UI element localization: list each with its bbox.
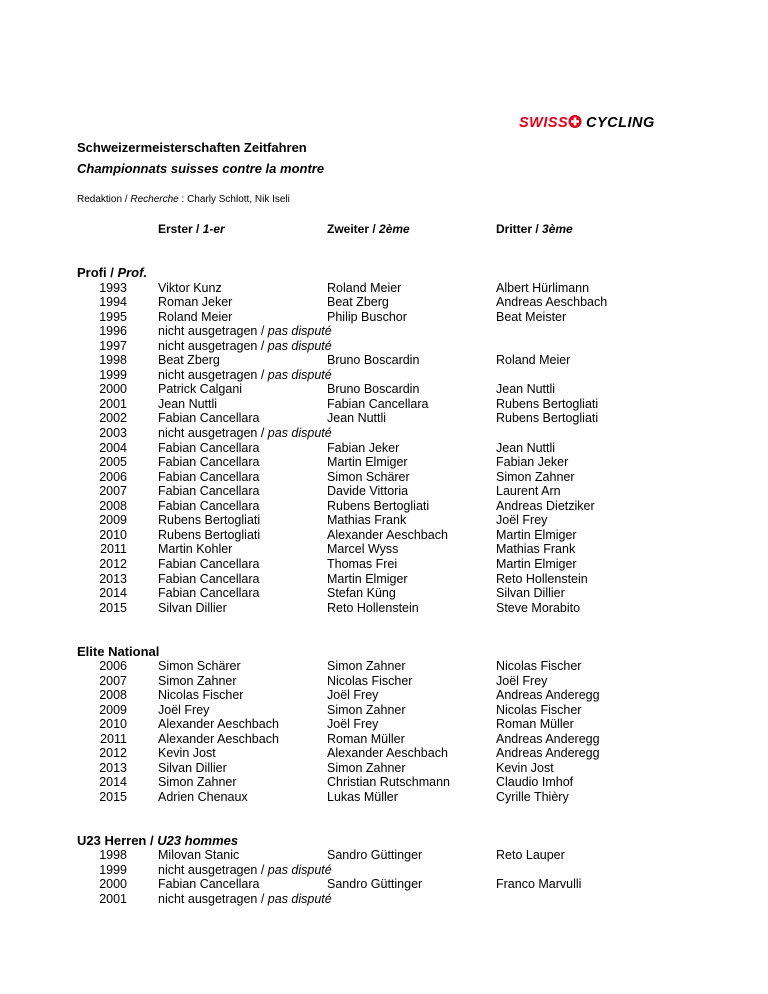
header-third (496, 222, 573, 236)
table-row (0, 601, 768, 616)
first-place-cell: Fabian Cancellara (158, 440, 260, 455)
table-row (0, 572, 768, 587)
table-row (0, 455, 768, 470)
not-held-de: nicht ausgetragen / (158, 862, 268, 877)
not-held-fr: pas disputé (267, 324, 332, 339)
header-first-fr: 1-er (202, 222, 225, 236)
year-cell: 1994 (99, 295, 127, 310)
svg-text:CYCLING: CYCLING (586, 115, 655, 131)
third-place-cell: Laurent Arn (496, 484, 561, 499)
year-cell: 1999 (99, 862, 127, 877)
section-title-profi (77, 265, 147, 280)
year-cell: 1998 (99, 353, 127, 368)
not-held-fr: pas disputé (267, 891, 332, 906)
first-place-cell: Simon Zahner (158, 673, 237, 688)
table-row (0, 717, 768, 732)
year-cell: 2001 (99, 891, 127, 906)
first-place-cell: Fabian Cancellara (158, 484, 260, 499)
third-place-cell: Reto Hollenstein (496, 571, 588, 586)
section-title-elite-de: Elite National (77, 644, 160, 659)
year-cell: 2013 (99, 571, 127, 586)
second-place-cell: Stefan Küng (327, 586, 396, 601)
first-place-cell: Fabian Cancellara (158, 411, 260, 426)
second-place-cell: Alexander Aeschbach (327, 746, 448, 761)
second-place-cell: Beat Zberg (327, 295, 389, 310)
second-place-cell: Nicolas Fischer (327, 673, 413, 688)
first-place-cell: Adrien Chenaux (158, 789, 248, 804)
third-place-cell: Beat Meister (496, 309, 567, 324)
table-row (0, 775, 768, 790)
third-place-cell: Cyrille Thièry (496, 789, 569, 804)
year-cell: 2003 (99, 426, 127, 440)
table-row (0, 426, 768, 441)
third-place-cell: Roland Meier (496, 353, 571, 368)
table-row (0, 659, 768, 674)
table-row (0, 484, 768, 499)
table-row (0, 761, 768, 776)
not-held-fr: pas disputé (267, 426, 332, 440)
second-place-cell: Joël Frey (327, 717, 379, 732)
not-held-fr: pas disputé (267, 367, 332, 382)
table-row (0, 513, 768, 528)
first-place-cell: Simon Schärer (158, 659, 241, 673)
third-place-cell: Andreas Dietziker (496, 498, 595, 513)
first-place-cell: Kevin Jost (158, 746, 216, 761)
table-row (0, 499, 768, 514)
second-place-cell: Bruno Boscardin (327, 353, 420, 368)
not-held-de: nicht ausgetragen / (158, 891, 268, 906)
second-place-cell: Simon Schärer (327, 469, 410, 484)
third-place-cell: Mathias Frank (496, 542, 576, 557)
not-held-cell (158, 339, 332, 354)
first-place-cell: Alexander Aeschbach (158, 731, 279, 746)
swiss-cycling-logo (519, 112, 659, 132)
third-place-cell: Franco Marvulli (496, 877, 582, 892)
third-place-cell: Andreas Aeschbach (496, 295, 608, 310)
page-title-de: Schweizermeisterschaften Zeitfahren (77, 140, 307, 155)
year-cell: 2015 (99, 600, 127, 615)
table-row (0, 281, 768, 296)
table-row (0, 310, 768, 325)
third-place-cell: Silvan Dillier (496, 586, 565, 601)
not-held-de: nicht ausgetragen / (158, 426, 268, 440)
not-held-fr: pas disputé (267, 862, 332, 877)
first-place-cell: Alexander Aeschbach (158, 717, 279, 732)
swiss-cycling-logo-icon (519, 112, 659, 132)
year-cell: 2012 (99, 746, 127, 761)
second-place-cell: Fabian Jeker (327, 440, 400, 455)
second-place-cell: Fabian Cancellara (327, 396, 429, 411)
redaktion-names: : Charly Schlott, Nik Iseli (178, 194, 290, 205)
third-place-cell: Jean Nuttli (496, 382, 556, 397)
first-place-cell: Fabian Cancellara (158, 877, 260, 892)
table-row (0, 746, 768, 761)
second-place-cell: Rubens Bertogliati (327, 498, 430, 513)
year-cell: 2004 (99, 440, 127, 455)
year-cell: 2014 (99, 775, 127, 790)
year-cell: 2009 (99, 513, 127, 528)
first-place-cell: Fabian Cancellara (158, 455, 260, 470)
third-place-cell: Claudio Imhof (496, 775, 574, 790)
second-place-cell: Joël Frey (327, 688, 379, 703)
table-row (0, 848, 768, 863)
first-place-cell: Silvan Dillier (158, 760, 227, 775)
table-row (0, 586, 768, 601)
third-place-cell: Rubens Bertogliati (496, 396, 599, 411)
year-cell: 2011 (100, 542, 127, 557)
third-place-cell: Albert Hürlimann (496, 280, 590, 295)
third-place-cell: Andreas Anderegg (496, 746, 600, 761)
second-place-cell: Martin Elmiger (327, 571, 408, 586)
second-place-cell: Martin Elmiger (327, 455, 408, 470)
not-held-de: nicht ausgetragen / (158, 338, 268, 353)
table-row (0, 382, 768, 397)
third-place-cell: Martin Elmiger (496, 527, 577, 542)
third-place-cell: Rubens Bertogliati (496, 411, 599, 426)
third-place-cell: Kevin Jost (496, 760, 554, 775)
table-row (0, 557, 768, 572)
table-row (0, 542, 768, 557)
first-place-cell: Roland Meier (158, 309, 233, 324)
year-cell: 2006 (99, 659, 127, 673)
second-place-cell: Philip Buschor (327, 309, 407, 324)
header-second-fr: 2ème (379, 222, 410, 236)
first-place-cell: Fabian Cancellara (158, 586, 260, 601)
table-row (0, 674, 768, 689)
section-title-profi-fr: Prof. (117, 265, 148, 280)
svg-text:SWISS: SWISS (519, 115, 569, 131)
first-place-cell: Jean Nuttli (158, 396, 218, 411)
section-title-elite (77, 644, 159, 659)
second-place-cell: Simon Zahner (327, 702, 406, 717)
third-place-cell: Reto Lauper (496, 848, 565, 862)
redaktion-line (77, 194, 290, 205)
second-place-cell: Lukas Müller (327, 789, 398, 804)
first-place-cell: Rubens Bertogliati (158, 513, 261, 528)
first-place-cell: Patrick Calgani (158, 382, 243, 397)
second-place-cell: Roman Müller (327, 731, 405, 746)
year-cell: 1999 (99, 367, 127, 382)
first-place-cell: Fabian Cancellara (158, 571, 260, 586)
not-held-cell (158, 324, 332, 339)
table-row (0, 368, 768, 383)
table-row (0, 892, 768, 907)
section-title-u23-fr: U23 hommes (157, 833, 239, 848)
third-place-cell: Nicolas Fischer (496, 702, 582, 717)
not-held-cell (158, 368, 332, 383)
year-cell: 2000 (99, 382, 127, 397)
first-place-cell: Fabian Cancellara (158, 469, 260, 484)
year-cell: 1997 (99, 338, 127, 353)
second-place-cell: Bruno Boscardin (327, 382, 420, 397)
redaktion-label-de: Redaktion / (77, 194, 131, 205)
second-place-cell: Alexander Aeschbach (327, 527, 448, 542)
table-row (0, 790, 768, 805)
second-place-cell: Jean Nuttli (327, 411, 387, 426)
header-second-de: Zweiter / (327, 222, 380, 236)
header-third-fr: 3ème (542, 222, 573, 236)
not-held-cell (158, 892, 332, 907)
year-cell: 2010 (99, 717, 127, 732)
second-place-cell: Christian Rutschmann (327, 775, 450, 790)
section-title-u23-de: U23 Herren / (77, 833, 158, 848)
year-cell: 2005 (99, 455, 127, 470)
year-cell: 2014 (99, 586, 127, 601)
table-row (0, 411, 768, 426)
third-place-cell: Roman Müller (496, 717, 574, 732)
table-row (0, 397, 768, 412)
third-place-cell: Steve Morabito (496, 600, 581, 615)
not-held-de: nicht ausgetragen / (158, 324, 268, 339)
section-title-u23 (77, 833, 238, 848)
year-cell: 2001 (99, 396, 127, 411)
third-place-cell: Martin Elmiger (496, 556, 577, 571)
year-cell: 1995 (99, 309, 127, 324)
third-place-cell: Andreas Anderegg (496, 688, 600, 703)
first-place-cell: Milovan Stanic (158, 848, 240, 862)
year-cell: 2008 (99, 688, 127, 703)
second-place-cell: Thomas Frei (327, 556, 398, 571)
table-row (0, 877, 768, 892)
table-row (0, 732, 768, 747)
table-row (0, 703, 768, 718)
third-place-cell: Joël Frey (496, 673, 548, 688)
year-cell: 2012 (99, 556, 127, 571)
third-place-cell: Fabian Jeker (496, 455, 569, 470)
first-place-cell: Beat Zberg (158, 353, 220, 368)
year-cell: 2008 (99, 498, 127, 513)
header-second (327, 222, 410, 236)
year-cell: 2013 (99, 760, 127, 775)
year-cell: 1998 (99, 848, 127, 862)
not-held-cell (158, 426, 332, 441)
year-cell: 2006 (99, 469, 127, 484)
second-place-cell: Sandro Güttinger (327, 877, 423, 892)
third-place-cell: Joël Frey (496, 513, 548, 528)
year-cell: 2007 (99, 673, 127, 688)
third-place-cell: Nicolas Fischer (496, 659, 582, 673)
first-place-cell: Fabian Cancellara (158, 498, 260, 513)
second-place-cell: Reto Hollenstein (327, 600, 419, 615)
first-place-cell: Rubens Bertogliati (158, 527, 261, 542)
third-place-cell: Andreas Anderegg (496, 731, 600, 746)
second-place-cell: Simon Zahner (327, 659, 406, 673)
second-place-cell: Simon Zahner (327, 760, 406, 775)
header-first (158, 222, 225, 236)
second-place-cell: Marcel Wyss (327, 542, 399, 557)
first-place-cell: Silvan Dillier (158, 600, 227, 615)
second-place-cell: Mathias Frank (327, 513, 407, 528)
table-row (0, 863, 768, 878)
not-held-cell (158, 863, 332, 878)
first-place-cell: Martin Kohler (158, 542, 233, 557)
year-cell: 2011 (100, 731, 127, 746)
table-row (0, 470, 768, 485)
first-place-cell: Simon Zahner (158, 775, 237, 790)
page-title-fr: Championnats suisses contre la montre (77, 161, 325, 176)
table-row (0, 295, 768, 310)
table-row (0, 441, 768, 456)
second-place-cell: Davide Vittoria (327, 484, 409, 499)
year-cell: 2015 (99, 789, 127, 804)
table-row (0, 339, 768, 354)
first-place-cell: Joël Frey (158, 702, 210, 717)
table-row (0, 324, 768, 339)
first-place-cell: Nicolas Fischer (158, 688, 244, 703)
table-row (0, 353, 768, 368)
year-cell: 1993 (99, 280, 127, 295)
not-held-fr: pas disputé (267, 338, 332, 353)
year-cell: 2007 (99, 484, 127, 499)
header-first-de: Erster / (158, 222, 203, 236)
header-third-de: Dritter / (496, 222, 543, 236)
year-cell: 2009 (99, 702, 127, 717)
section-title-profi-de: Profi / (77, 265, 118, 280)
second-place-cell: Sandro Güttinger (327, 848, 423, 862)
year-cell: 1996 (99, 324, 127, 339)
year-cell: 2002 (99, 411, 127, 426)
third-place-cell: Simon Zahner (496, 469, 575, 484)
first-place-cell: Roman Jeker (158, 295, 233, 310)
year-cell: 2010 (99, 527, 127, 542)
table-row (0, 528, 768, 543)
first-place-cell: Viktor Kunz (158, 280, 222, 295)
redaktion-label-fr: Recherche (130, 194, 179, 205)
first-place-cell: Fabian Cancellara (158, 556, 260, 571)
year-cell: 2000 (99, 877, 127, 892)
table-row (0, 688, 768, 703)
not-held-de: nicht ausgetragen / (158, 367, 268, 382)
second-place-cell: Roland Meier (327, 280, 402, 295)
third-place-cell: Jean Nuttli (496, 440, 556, 455)
